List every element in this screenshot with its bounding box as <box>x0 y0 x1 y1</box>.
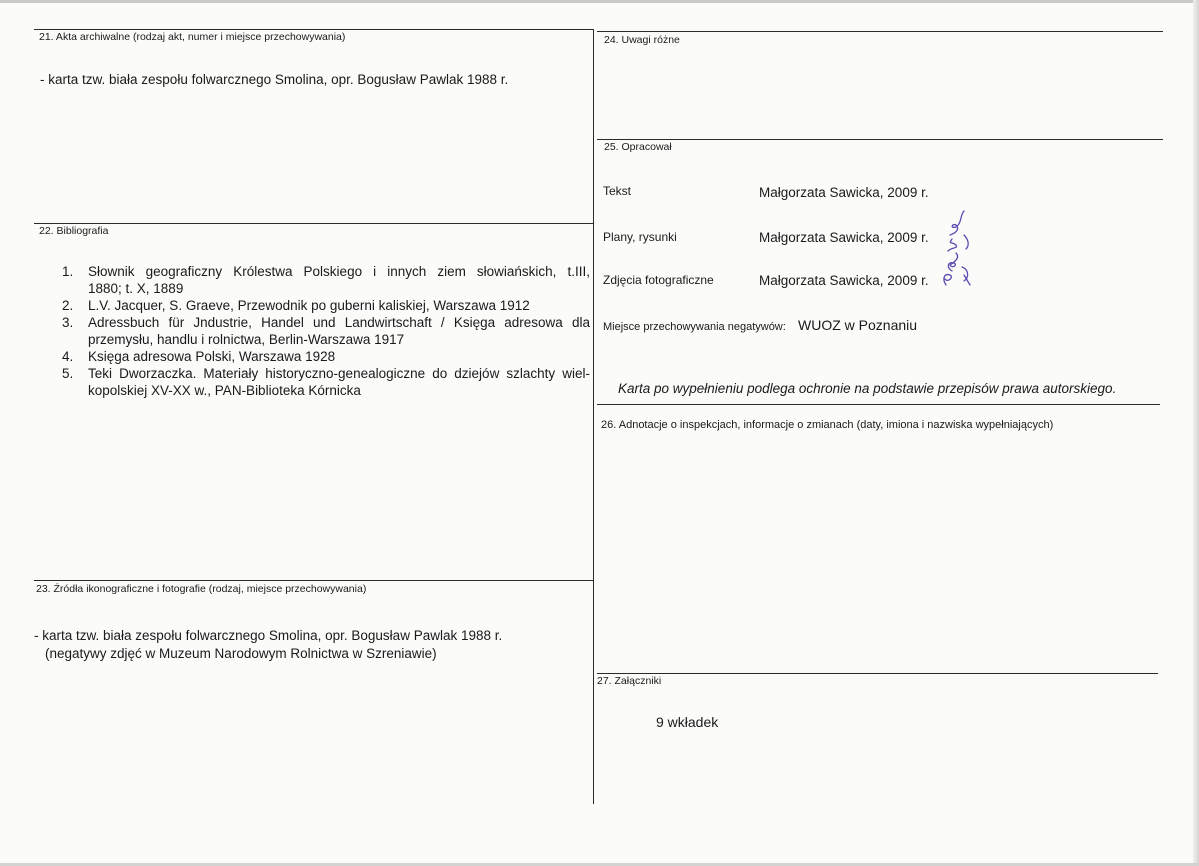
author-row-value: Małgorzata Sawicka, 2009 r. <box>759 185 929 200</box>
column-divider <box>593 29 594 804</box>
rule-22-top <box>34 223 593 224</box>
negatives-label: Miejsce przechowywania negatywów: <box>603 321 786 333</box>
section-23-line1: - karta tzw. biała zespołu folwarcznego Smolina, opr. Bogusław Pawlak 1988 r. <box>34 628 503 643</box>
negatives-value: WUOZ w Poznaniu <box>798 317 918 333</box>
bibliography-item: 3. Adressbuch für Jndustrie, Handel und Landwirtschaft / Księga adresowa dla przemysłu, handlu i rolnictwa, Berlin-Warszawa 1917 <box>62 315 590 347</box>
author-row-label: Zdjęcia fotograficzne <box>603 273 714 287</box>
section-23-label: 23. Źródła ikonograficzne i fotografie (rodzaj, miejsce przechowywania) <box>36 583 367 595</box>
rule-26-top <box>597 404 1160 405</box>
attachments-value: 9 wkładek <box>656 714 719 730</box>
copyright-notice: Karta po wypełnieniu podlega ochronie na podstawie przepisów prawa autorskiego. <box>618 381 1117 396</box>
section-23-line2: (negatywy zdjęć w Muzeum Narodowym Rolnictwa w Szreniawie) <box>45 646 437 661</box>
section-27-label: 27. Załączniki <box>597 675 662 687</box>
bibliography-item: 1. Słownik geograficzny Królestwa Polskiego i innych ziem słowiańskich, t.III, 1880; t. X, 1889 <box>62 264 590 296</box>
bibliography-list <box>62 263 590 399</box>
section-24-label: 24. Uwagi różne <box>604 34 680 46</box>
scan-edge-top <box>0 0 1199 3</box>
author-row-value: Małgorzata Sawicka, 2009 r. <box>759 273 929 288</box>
scan-edge-right <box>1193 0 1199 866</box>
section-26-label: 26. Adnotacje o inspekcjach, informacje o zmianach (daty, imiona i nazwiska wypełniających) <box>601 419 1054 431</box>
section-25-label: 25. Opracował <box>604 141 672 153</box>
rule-27-top <box>597 673 1158 674</box>
handwritten-signature <box>940 205 974 291</box>
section-21-label: 21. Akta archiwalne (rodzaj akt, numer i miejsce przechowywania) <box>39 31 346 43</box>
bibliography-item: 5. Teki Dworzaczka. Materiały historyczno-genealogiczne do dziejów szlachty wiel- kopolskiej XV-XX w., PAN-Biblioteka Kórnicka <box>62 366 590 398</box>
section-22-label: 22. Bibliografia <box>39 225 109 237</box>
rule-25-top <box>597 139 1163 140</box>
rule-21-top <box>34 29 593 30</box>
author-row-label: Plany, rysunki <box>603 230 677 244</box>
bibliography-item: 2. L.V. Jacquer, S. Graeve, Przewodnik po guberni kaliskiej, Warszawa 1912 <box>62 298 530 313</box>
author-row-value: Małgorzata Sawicka, 2009 r. <box>759 230 929 245</box>
author-row-label: Tekst <box>603 184 632 198</box>
bibliography-item: 4. Księga adresowa Polski, Warszawa 1928 <box>62 349 336 364</box>
section-21-text: - karta tzw. biała zespołu folwarcznego Smolina, opr. Bogusław Pawlak 1988 r. <box>40 72 509 87</box>
rule-23-top <box>34 580 593 581</box>
rule-24-top <box>597 31 1163 32</box>
